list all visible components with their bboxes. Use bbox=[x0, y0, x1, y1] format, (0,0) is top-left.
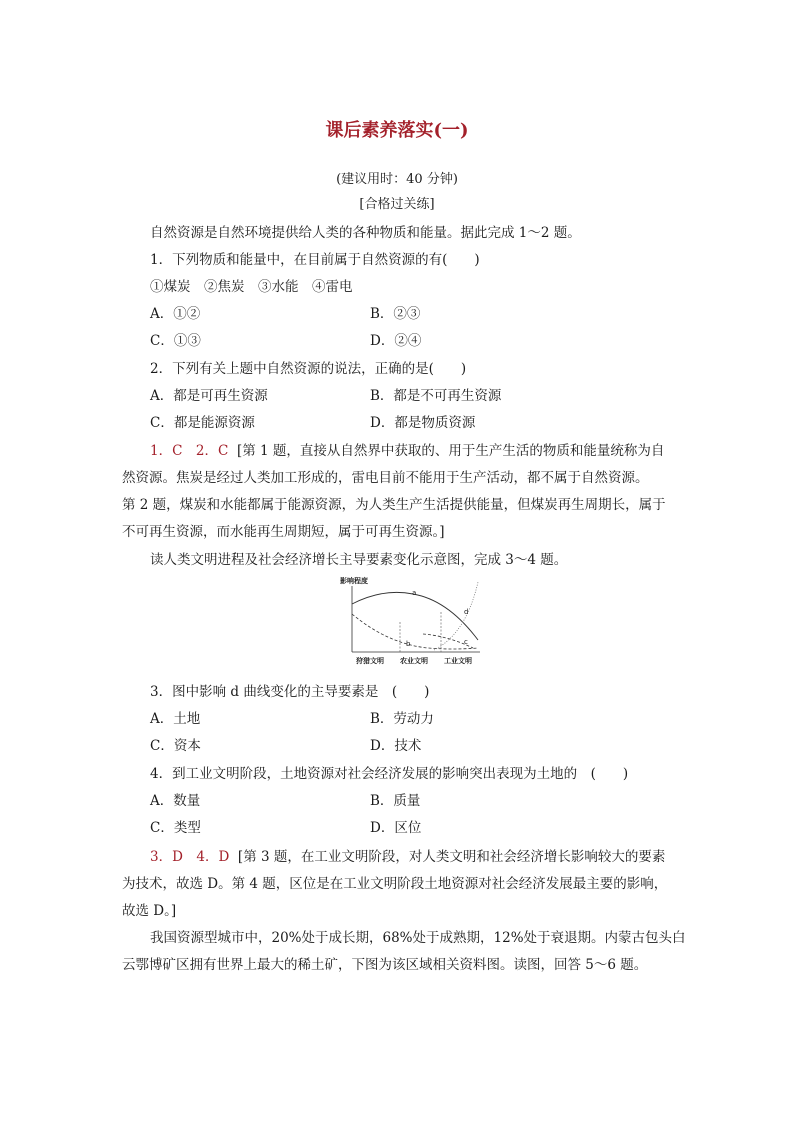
question-2-stem: 2．下列有关上题中自然资源的说法，正确的是( ) bbox=[150, 361, 467, 377]
q1-option-d: D．②④ bbox=[370, 333, 422, 349]
page-title: 课后素养落实(一) bbox=[325, 120, 469, 141]
time-note: (建议用时：40 分钟) bbox=[336, 172, 458, 187]
q1-option-a: A．①② bbox=[150, 306, 201, 322]
intro-1: 自然资源是自然环境提供给人类的各种物质和能量。据此完成 1～2 题。 bbox=[150, 225, 581, 241]
q2-option-d: D．都是物质资源 bbox=[370, 415, 476, 431]
question-3-stem: 3．图中影响 d 曲线变化的主导要素是 ( ) bbox=[150, 684, 430, 700]
answer-3-4-line2: 为技术，故选 D。第 4 题，区位是在工业文明阶段土地资源对社会经济发展最主要的影响， bbox=[122, 876, 668, 892]
answer-3-4-text1: [第 3 题，在工业文明阶段，对人类文明和社会经济增长影响较大的要素 bbox=[237, 849, 666, 865]
answer-1-2-line2: 然资源。焦炭是经过人类加工形成的，雷电目前不能用于生产活动，都不属于自然资源。 bbox=[122, 470, 649, 486]
curve-a bbox=[352, 592, 478, 640]
curve-c-label: c bbox=[464, 638, 468, 646]
q1-option-c: C．①③ bbox=[150, 333, 201, 349]
q4-option-b: B．质量 bbox=[370, 793, 421, 809]
answer-1-2-key: 1．C 2．C bbox=[150, 443, 229, 459]
answer-1-2-line3: 第 2 题，煤炭和水能都属于能源资源，为人类生产生活提供能量，但煤炭再生周期长，属于 bbox=[122, 497, 666, 513]
q4-option-c: C．类型 bbox=[150, 820, 201, 836]
curve-d-label: d bbox=[464, 608, 469, 616]
q3-option-c: C．资本 bbox=[150, 738, 201, 754]
chart-ylabel: 影响程度 bbox=[340, 577, 368, 585]
section-heading: [合格过关练] bbox=[359, 197, 435, 212]
intro-3-line2: 云鄂博矿区拥有世界上最大的稀土矿，下图为该区域相关资料图。读图，回答 5～6 题。 bbox=[122, 957, 648, 973]
civilization-factor-chart bbox=[338, 574, 488, 668]
q4-option-a: A．数量 bbox=[150, 793, 201, 809]
q3-option-b: B．劳动力 bbox=[370, 711, 434, 727]
answer-1-2-text1: [第 1 题，直接从自然界中获取的、用于生产生活的物质和能量统称为自 bbox=[236, 443, 665, 459]
x-label-agriculture: 农业文明 bbox=[400, 657, 428, 665]
question-4-stem: 4．到工业文明阶段，土地资源对社会经济发展的影响突出表现为土地的 ( ) bbox=[150, 766, 629, 782]
answer-3-4-line3: 故选 D。] bbox=[122, 903, 177, 919]
intro-2: 读人类文明进程及社会经济增长主导要素变化示意图，完成 3～4 题。 bbox=[150, 552, 568, 568]
q1-option-b: B．②③ bbox=[370, 306, 421, 322]
answer-1-2-line1 bbox=[150, 439, 664, 459]
answer-3-4-key: 3．D 4．D bbox=[150, 849, 230, 865]
curve-b-label: b bbox=[406, 640, 411, 648]
q2-option-b: B．都是不可再生资源 bbox=[370, 388, 502, 404]
q3-option-d: D．技术 bbox=[370, 738, 422, 754]
x-label-hunting: 狩猎文明 bbox=[356, 657, 384, 665]
curve-a-label: a bbox=[412, 589, 417, 597]
x-label-industrial: 工业文明 bbox=[444, 657, 472, 665]
q2-option-c: C．都是能源资源 bbox=[150, 415, 255, 431]
question-1-items: ①煤炭 ②焦炭 ③水能 ④雷电 bbox=[150, 279, 353, 295]
q2-option-a: A．都是可再生资源 bbox=[150, 388, 268, 404]
answer-1-2-line4: 不可再生资源，而水能再生周期短，属于可再生资源。] bbox=[122, 524, 445, 540]
question-1-stem: 1．下列物质和能量中，在目前属于自然资源的有( ) bbox=[150, 252, 480, 268]
q3-option-a: A．土地 bbox=[150, 711, 201, 727]
q4-option-d: D．区位 bbox=[370, 820, 422, 836]
answer-3-4-line1 bbox=[150, 845, 665, 865]
intro-3-line1: 我国资源型城市中，20%处于成长期，68%处于成熟期，12%处于衰退期。内蒙古包头白 bbox=[150, 930, 686, 946]
